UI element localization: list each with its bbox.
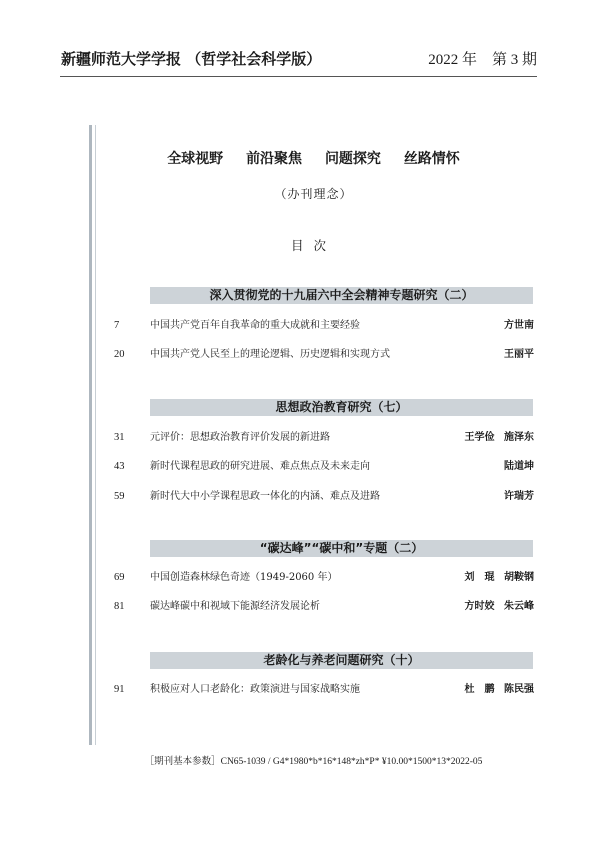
toc-title: 目次 bbox=[290, 238, 336, 253]
toc-entry[interactable] bbox=[0, 458, 599, 476]
entry-title: 新时代课程思政的研究进展、难点焦点及未来走向 bbox=[150, 461, 370, 472]
section-heading: 深入贯彻党的十九届六中全会精神专题研究（二） bbox=[150, 287, 533, 304]
entry-page: 69 bbox=[114, 572, 125, 583]
entry-title: 新时代大中小学课程思政一体化的内涵、难点及进路 bbox=[150, 491, 380, 502]
toc-entry[interactable] bbox=[0, 488, 599, 506]
section-heading: 老龄化与养老问题研究（十） bbox=[150, 652, 533, 669]
entry-page: 59 bbox=[114, 491, 125, 502]
journal-title: 新疆师范大学学报 （哲学社会科学版） bbox=[61, 50, 322, 68]
entry-authors: 陆道坤 bbox=[504, 461, 534, 472]
toc-entry[interactable] bbox=[0, 429, 599, 447]
entry-page: 20 bbox=[114, 349, 125, 360]
motto-label: （办刊理念） bbox=[274, 187, 353, 201]
section-heading: 思想政治教育研究（七） bbox=[150, 399, 533, 416]
entry-page: 81 bbox=[114, 601, 125, 612]
entry-authors: 王丽平 bbox=[504, 349, 534, 360]
entry-title: 中国创造森林绿色奇迹（1949-2060 年） bbox=[150, 572, 338, 583]
entry-title: 中国共产党百年自我革命的重大成就和主要经验 bbox=[150, 320, 360, 331]
journal-motto bbox=[88, 148, 539, 168]
entry-authors: 刘 琨 胡鞍钢 bbox=[464, 572, 534, 583]
toc-entry[interactable] bbox=[0, 569, 599, 587]
motto-phrase: 问题探究 bbox=[324, 151, 381, 167]
entry-page: 31 bbox=[114, 432, 125, 443]
motto-phrase: 前沿聚焦 bbox=[246, 151, 303, 167]
header-rule bbox=[60, 76, 537, 77]
section-heading: “碳达峰”“碳中和”专题（二） bbox=[150, 540, 533, 557]
entry-title: 碳达峰碳中和视域下能源经济发展论析 bbox=[150, 601, 320, 612]
entry-title: 元评价：思想政治教育评价发展的新进路 bbox=[150, 432, 330, 443]
entry-page: 91 bbox=[114, 684, 125, 695]
entry-authors: 方时姣 朱云峰 bbox=[464, 601, 534, 612]
entry-authors: 杜 鹏 陈民强 bbox=[464, 684, 534, 695]
entry-title: 积极应对人口老龄化：政策演进与国家战略实施 bbox=[150, 684, 360, 695]
issue-number: 2022 年 第 3 期 bbox=[428, 52, 537, 68]
toc-entry[interactable] bbox=[0, 598, 599, 616]
journal-parameters: ［期刊基本参数］CN65-1039 / G4*1980*b*16*148*zh*P* ¥10.00*1500*13*2022-05 bbox=[144, 757, 483, 767]
toc-entry[interactable] bbox=[0, 317, 599, 335]
entry-authors: 王学俭 施泽东 bbox=[464, 432, 534, 443]
motto-phrase: 全球视野 bbox=[167, 151, 224, 167]
toc-entry[interactable] bbox=[0, 346, 599, 364]
entry-title: 中国共产党人民至上的理论逻辑、历史逻辑和实现方式 bbox=[150, 349, 390, 360]
entry-authors: 方世南 bbox=[504, 320, 534, 331]
toc-entry[interactable] bbox=[0, 681, 599, 699]
motto-phrase: 丝路情怀 bbox=[403, 151, 460, 167]
entry-page: 43 bbox=[114, 461, 125, 472]
entry-page: 7 bbox=[114, 320, 120, 331]
entry-authors: 许瑞芳 bbox=[504, 491, 534, 502]
